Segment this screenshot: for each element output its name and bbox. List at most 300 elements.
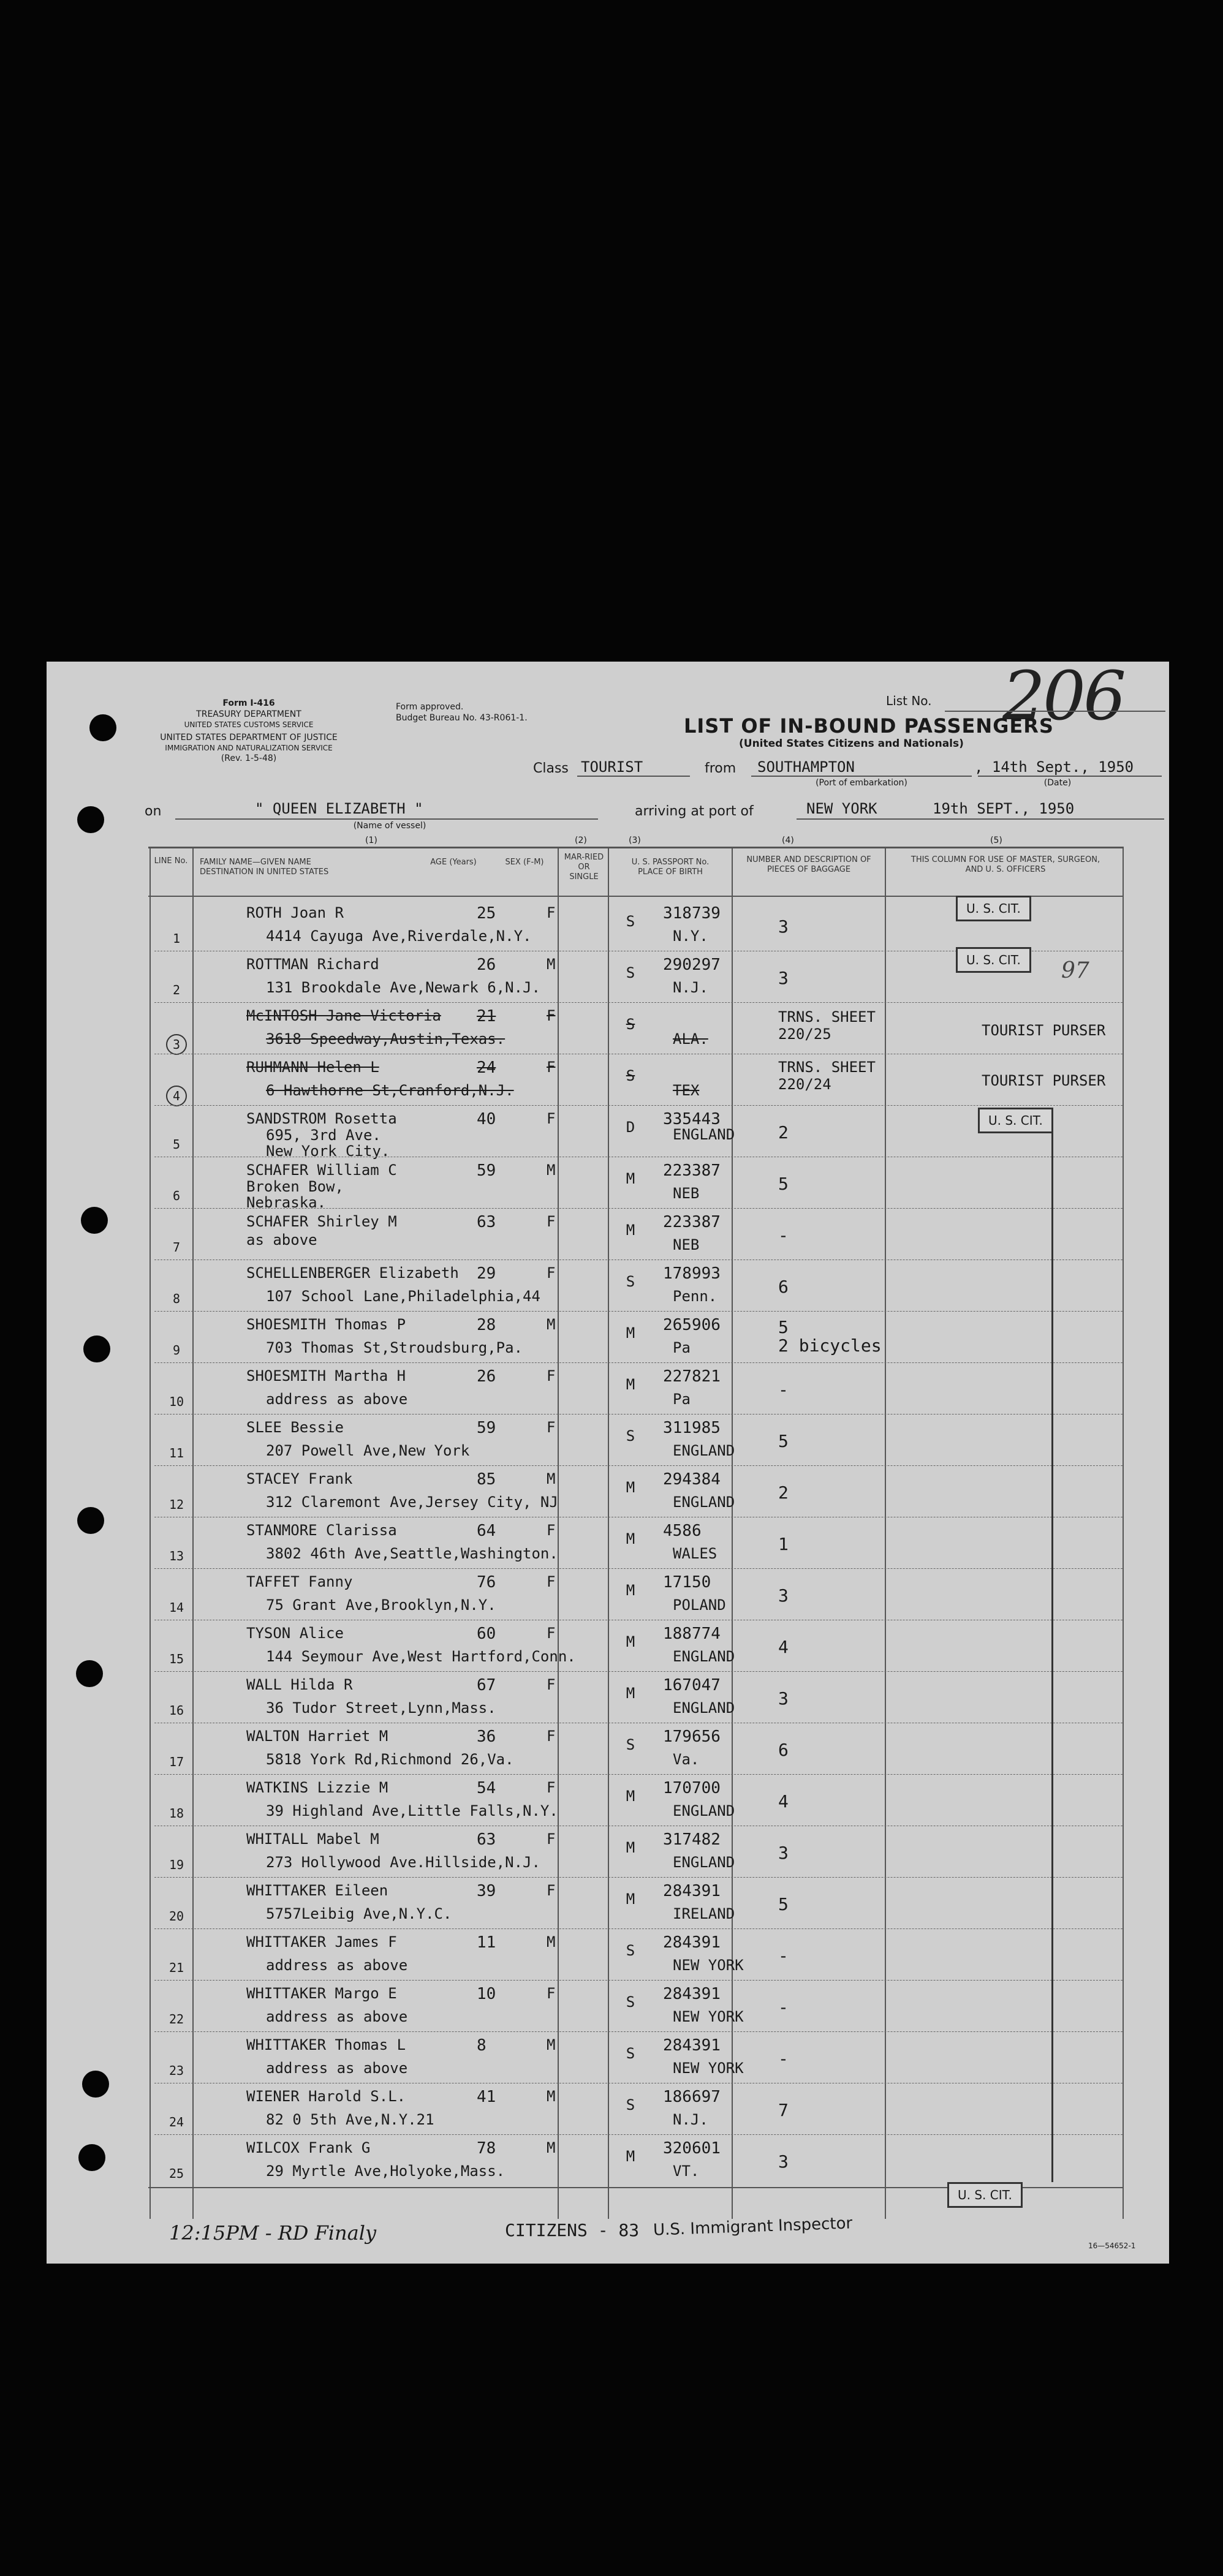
passenger-marital: S [626, 964, 635, 981]
passport-number: 320601 [663, 2139, 721, 2158]
passport-number: 265906 [663, 1316, 721, 1334]
passenger-name: TYSON Alice [246, 1625, 344, 1642]
table-row [154, 2033, 1123, 2083]
table-row [154, 2084, 1123, 2134]
line-number: 11 [168, 1446, 184, 1460]
passenger-address: 107 School Lane,Philadelphia,44 [266, 1288, 540, 1305]
baggage-count: - [778, 1380, 789, 1400]
passenger-name: STACEY Frank [246, 1470, 353, 1487]
line-number: 8 [172, 1291, 181, 1306]
passenger-name: SCHAFER Shirley M [246, 1213, 397, 1230]
punch-hole [78, 2144, 105, 2171]
birth-place: ENGLAND [673, 1648, 735, 1665]
passenger-address: 207 Powell Ave,New York [266, 1442, 470, 1459]
form-revision: (Rev. 1-5-48) [221, 754, 277, 763]
table-row [154, 1158, 1123, 1211]
passenger-address: 75 Grant Ave,Brooklyn,N.Y. [266, 1596, 496, 1614]
baggage-count: 3 [778, 1843, 789, 1863]
table-row [154, 1878, 1123, 1928]
baggage-count: 5 [778, 1431, 789, 1451]
manifest-sheet [47, 657, 1169, 2264]
passenger-sex: M [547, 1161, 556, 1179]
col-divider [150, 847, 151, 2219]
vessel-caption: (Name of vessel) [353, 821, 426, 831]
margin-number: 97 [1061, 958, 1089, 983]
table-row [154, 1672, 1123, 1723]
passenger-age: 59 [477, 1161, 496, 1180]
passenger-age: 10 [477, 1985, 496, 2003]
passenger-marital: M [626, 1530, 635, 1547]
passenger-name: WHITTAKER Thomas L [246, 2036, 406, 2053]
passport-number: 167047 [663, 1676, 721, 1694]
passenger-age: 63 [477, 1213, 496, 1231]
birth-place: ENGLAND [673, 1699, 735, 1717]
passport-number: 4586 [663, 1522, 702, 1540]
passenger-age: 60 [477, 1625, 496, 1643]
arrival-time-note: 12:15PM - RD Finaly [169, 2221, 377, 2245]
baggage-count: - [778, 1225, 789, 1245]
passenger-sex: F [547, 1830, 556, 1848]
us-citizen-stamp: U. S. CIT. [956, 947, 1031, 973]
baggage-count: 3 [778, 916, 789, 937]
passport-number: 284391 [663, 1985, 721, 2003]
passenger-address: 36 Tudor Street,Lynn,Mass. [266, 1699, 496, 1717]
baggage-count: 1 [778, 1534, 789, 1554]
line-number: 2 [172, 983, 181, 997]
birth-place: IRELAND [673, 1905, 735, 1922]
passenger-sex: M [547, 2139, 556, 2156]
print-code: 16—54652-1 [1088, 2242, 1136, 2250]
passenger-address: 131 Brookdale Ave,Newark 6,N.J. [266, 979, 540, 996]
passenger-address: 695, 3rd Ave. New York City. [266, 1127, 390, 1160]
passenger-sex: F [547, 1007, 556, 1024]
row-rule [154, 1671, 1123, 1672]
baggage-count: 6 [778, 1277, 789, 1297]
passenger-sex: F [547, 1213, 556, 1230]
col-header-married: MAR-RIED OR SINGLE [564, 853, 604, 882]
us-citizen-stamp: U. S. CIT. [978, 1108, 1053, 1133]
passenger-name: WHITTAKER Margo E [246, 1985, 397, 2002]
punch-hole [89, 714, 116, 741]
passenger-marital: S [626, 1993, 635, 2011]
passenger-sex: F [547, 1985, 556, 2002]
baggage-count: - [778, 2049, 789, 2069]
row-rule [154, 1465, 1123, 1466]
punch-hole [82, 2071, 109, 2098]
dept-treasury: TREASURY DEPARTMENT [196, 709, 301, 719]
birth-place: NEB [673, 1236, 700, 1253]
passport-number: 227821 [663, 1367, 721, 1386]
passenger-age: 59 [477, 1419, 496, 1437]
passenger-age: 64 [477, 1522, 496, 1540]
birth-place: NEB [673, 1185, 700, 1202]
arrival-date: 19th SEPT., 1950 [933, 800, 1075, 817]
passenger-address: address as above [266, 2060, 408, 2077]
passenger-sex: F [547, 1059, 556, 1076]
passenger-age: 29 [477, 1264, 496, 1283]
passenger-marital: M [626, 1582, 635, 1599]
passenger-sex: F [547, 1367, 556, 1384]
passenger-name: WATKINS Lizzie M [246, 1779, 388, 1796]
baggage-count: 3 [778, 1585, 789, 1606]
passenger-age: 63 [477, 1830, 496, 1849]
class-value: TOURIST [581, 758, 643, 776]
passenger-age: 85 [477, 1470, 496, 1489]
passenger-sex: M [547, 956, 556, 973]
passport-number: 223387 [663, 1161, 721, 1180]
row-rule [154, 1208, 1123, 1209]
passenger-sex: M [547, 1316, 556, 1333]
passenger-marital: S [626, 1067, 635, 1084]
passenger-marital: D [626, 1119, 635, 1136]
passenger-name: SANDSTROM Rosetta [246, 1110, 397, 1127]
passenger-marital: S [626, 2045, 635, 2062]
baggage-count: 3 [778, 1688, 789, 1709]
passenger-name: WALTON Harriet M [246, 1728, 388, 1745]
passenger-address: 6 Hawthorne St,Cranford,N.J. [266, 1082, 514, 1099]
table-row [154, 1209, 1123, 1260]
passenger-sex: F [547, 1728, 556, 1745]
birth-place: Penn. [673, 1288, 718, 1305]
passenger-address: 703 Thomas St,Stroudsburg,Pa. [266, 1339, 523, 1356]
col-header-officers: THIS COLUMN FOR USE OF MASTER, SURGEON, AND U. S. OFFICERS [911, 855, 1100, 874]
table-row [154, 1106, 1123, 1160]
arrival-rule [797, 818, 1164, 820]
birth-place: N.Y. [673, 927, 708, 945]
birth-place: ENGLAND [673, 1854, 735, 1871]
passenger-sex: F [547, 1676, 556, 1693]
birth-place: ALA. [673, 1030, 708, 1048]
passenger-name: WHITTAKER Eileen [246, 1882, 388, 1899]
vessel-name: " QUEEN ELIZABETH " [255, 800, 423, 817]
birth-place: ENGLAND [673, 1442, 735, 1459]
passenger-name: WHITTAKER James F [246, 1933, 397, 1951]
passenger-sex: F [547, 1110, 556, 1127]
col-header-name: FAMILY NAME—GIVEN NAME DESTINATION IN UNITED STATES [200, 858, 329, 877]
passenger-sex: M [547, 1470, 556, 1487]
table-row [154, 1981, 1123, 2031]
passenger-sex: F [547, 1264, 556, 1282]
col-num-5: (5) [990, 836, 1002, 845]
passenger-age: 40 [477, 1110, 496, 1128]
baggage-count: - [778, 1946, 789, 1966]
passenger-name: ROTH Joan R [246, 904, 344, 921]
row-rule [154, 1002, 1123, 1003]
from-rule [751, 776, 972, 777]
passenger-marital: M [626, 1324, 635, 1342]
birth-place: N.J. [673, 979, 708, 996]
inspector-stamp: U.S. Immigrant Inspector [653, 2214, 853, 2240]
passenger-name: WIENER Harold S.L. [246, 2088, 406, 2105]
baggage-count: 3 [778, 968, 789, 988]
passport-number: 317482 [663, 1830, 721, 1849]
table-row [154, 1261, 1123, 1311]
passenger-marital: M [626, 2148, 635, 2165]
line-number: 20 [168, 1909, 184, 1924]
row-rule [154, 2031, 1123, 2032]
date-caption: (Date) [1043, 778, 1072, 788]
passenger-address: 144 Seymour Ave,West Hartford,Conn. [266, 1648, 576, 1665]
col-num-4: (4) [782, 836, 794, 845]
col-header-passport: U. S. PASSPORT No. PLACE OF BIRTH [631, 858, 710, 877]
passport-number: 335443 [663, 1110, 721, 1128]
table-row [154, 1569, 1123, 1620]
passenger-address: 5757Leibig Ave,N.Y.C. [266, 1905, 452, 1922]
passenger-marital: M [626, 1376, 635, 1393]
baggage-count: 4 [778, 1791, 789, 1811]
passenger-name: WHITALL Mabel M [246, 1830, 379, 1848]
table-top-rule [148, 847, 1124, 848]
line-number: 14 [168, 1600, 184, 1615]
from-caption: (Port of embarkation) [816, 778, 907, 788]
arriving-label: arriving at port of [635, 804, 754, 819]
passport-number: 17150 [663, 1573, 711, 1592]
table-row [154, 1775, 1123, 1826]
date-rule [978, 776, 1162, 777]
passenger-sex: F [547, 1625, 556, 1642]
birth-place: N.J. [673, 2111, 708, 2128]
line-number: 7 [172, 1240, 181, 1255]
passenger-marital: S [626, 2096, 635, 2113]
line-number: 16 [168, 1703, 184, 1718]
passenger-address: 5818 York Rd,Richmond 26,Va. [266, 1751, 514, 1768]
us-citizen-stamp: U. S. CIT. [947, 2182, 1023, 2208]
table-row [154, 1467, 1123, 1517]
list-no-rule [945, 711, 1165, 712]
dept-justice: UNITED STATES DEPARTMENT OF JUSTICE [160, 733, 338, 742]
passenger-marital: S [626, 1016, 635, 1033]
passenger-name: TAFFET Fanny [246, 1573, 353, 1590]
passenger-name: SHOESMITH Martha H [246, 1367, 406, 1384]
birth-place: WALES [673, 1545, 718, 1562]
line-number: 22 [168, 2012, 184, 2026]
row-rule [154, 1980, 1123, 1981]
passenger-address: 39 Highland Ave,Little Falls,N.Y. [266, 1802, 558, 1819]
passport-number: 284391 [663, 1882, 721, 1900]
row-rule [154, 1362, 1123, 1363]
line-number-circled: 3 [166, 1034, 187, 1055]
passenger-name: WALL Hilda R [246, 1676, 353, 1693]
baggage-count: 4 [778, 1637, 789, 1657]
passenger-age: 54 [477, 1779, 496, 1797]
birth-place: NEW YORK [673, 2060, 744, 2077]
passenger-address: address as above [266, 1391, 408, 1408]
passenger-age: 11 [477, 1933, 496, 1952]
line-number [159, 1086, 194, 1106]
passenger-marital: S [626, 1736, 635, 1753]
passport-number: 311985 [663, 1419, 721, 1437]
passenger-marital: M [626, 1890, 635, 1908]
passenger-address: 273 Hollywood Ave.Hillside,N.J. [266, 1854, 540, 1871]
passport-number: 223387 [663, 1213, 721, 1231]
passenger-sex: F [547, 1779, 556, 1796]
passenger-sex: F [547, 1419, 556, 1436]
passport-number: 294384 [663, 1470, 721, 1489]
col-header-age: AGE (Years) [430, 858, 477, 867]
passenger-name: STANMORE Clarissa [246, 1522, 397, 1539]
col-num-3: (3) [629, 836, 641, 845]
passenger-address: 29 Myrtle Ave,Holyoke,Mass. [266, 2162, 505, 2180]
passport-number: 188774 [663, 1625, 721, 1643]
purser-note: TOURIST PURSER [982, 1022, 1106, 1039]
passenger-marital: M [626, 1222, 635, 1239]
page-title: LIST OF IN-BOUND PASSENGERS [684, 714, 1054, 738]
passenger-sex: F [547, 1882, 556, 1899]
passport-number: 170700 [663, 1779, 721, 1797]
passport-number: 284391 [663, 1933, 721, 1952]
passport-number: 284391 [663, 2036, 721, 2055]
passport-number: 179656 [663, 1728, 721, 1746]
line-number: 24 [168, 2115, 184, 2129]
passenger-address: 3618 Speedway,Austin,Texas. [266, 1030, 505, 1048]
passenger-name: McINTOSH Jane Victoria [246, 1007, 441, 1024]
passenger-age: 36 [477, 1728, 496, 1746]
punch-hole [83, 1335, 110, 1362]
passenger-address: address as above [266, 1957, 408, 1974]
line-number: 1 [172, 931, 181, 946]
passenger-age: 21 [477, 1007, 496, 1025]
baggage-count: 5 2 bicycles [778, 1317, 882, 1356]
budget-bureau: Budget Bureau No. 43-R061-1. [396, 713, 528, 723]
table-row [154, 1827, 1123, 1877]
baggage-count: 6 [778, 1740, 789, 1760]
from-label: from [705, 761, 736, 776]
passenger-age: 26 [477, 1367, 496, 1386]
passenger-address: as above [246, 1231, 317, 1248]
passenger-marital: M [626, 1685, 635, 1702]
line-number: 9 [172, 1343, 181, 1358]
passenger-marital: M [626, 1839, 635, 1856]
passenger-name: SCHELLENBERGER Elizabeth [246, 1264, 459, 1282]
birth-place: NEW YORK [673, 2008, 744, 2025]
page-subtitle: (United States Citizens and Nationals) [739, 738, 964, 750]
passenger-address: address as above [266, 2008, 408, 2025]
punch-hole [77, 806, 104, 833]
row-rule [154, 1877, 1123, 1878]
passport-number: 290297 [663, 956, 721, 974]
table-row [154, 1621, 1123, 1671]
passenger-marital: S [626, 913, 635, 930]
line-number: 21 [168, 1960, 184, 1975]
baggage-count: 5 [778, 1174, 789, 1194]
baggage-count: 5 [778, 1894, 789, 1914]
line-number: 15 [168, 1652, 184, 1666]
birth-place: NEW YORK [673, 1957, 744, 1974]
line-number: 5 [172, 1137, 181, 1152]
dept-immigration: IMMIGRATION AND NATURALIZATION SERVICE [165, 744, 333, 752]
row-rule [154, 1414, 1123, 1415]
table-row [154, 1415, 1123, 1465]
punch-hole [81, 1207, 108, 1234]
passenger-age: 67 [477, 1676, 496, 1694]
passenger-marital: S [626, 1273, 635, 1290]
col-num-1: (1) [365, 836, 377, 845]
birth-place: ENGLAND [673, 1126, 735, 1143]
passenger-name: SLEE Bessie [246, 1419, 344, 1436]
citizens-total: CITIZENS - 83 [505, 2220, 640, 2240]
col-num-2: (2) [575, 836, 587, 845]
col-header-line: LINE No. [154, 856, 188, 866]
line-number: 25 [168, 2166, 184, 2181]
baggage-count: - [778, 1997, 789, 2017]
passenger-age: 24 [477, 1059, 496, 1077]
passenger-sex: M [547, 2088, 556, 2105]
passenger-age: 8 [477, 2036, 487, 2055]
passenger-age: 25 [477, 904, 496, 923]
line-number: 10 [168, 1394, 184, 1409]
passenger-age: 28 [477, 1316, 496, 1334]
row-rule [154, 1568, 1123, 1569]
passenger-name: SCHAFER William C [246, 1161, 397, 1179]
table-row [154, 1724, 1123, 1774]
form-number: Form I-416 [222, 698, 275, 708]
form-approved: Form approved. [396, 702, 464, 712]
table-row [154, 1364, 1123, 1414]
row-rule [154, 1311, 1123, 1312]
passenger-sex: F [547, 904, 556, 921]
passenger-address: 4414 Cayuga Ave,Riverdale,N.Y. [266, 927, 532, 945]
passenger-name: SHOESMITH Thomas P [246, 1316, 406, 1333]
birth-place: VT. [673, 2162, 700, 2180]
passport-number: 186697 [663, 2088, 721, 2106]
passenger-sex: F [547, 1522, 556, 1539]
birth-place: Va. [673, 1751, 700, 1768]
col-header-baggage: NUMBER AND DESCRIPTION OF PIECES OF BAGGAGE [746, 855, 871, 874]
passenger-name: ROTTMAN Richard [246, 956, 379, 973]
passenger-sex: F [547, 1573, 556, 1590]
passenger-age: 26 [477, 956, 496, 974]
table-row [154, 1518, 1123, 1568]
purser-note: TOURIST PURSER [982, 1072, 1106, 1089]
row-rule [154, 1928, 1123, 1929]
passenger-marital: M [626, 1633, 635, 1650]
table-row [154, 1312, 1123, 1362]
row-rule [154, 2134, 1123, 2135]
baggage-count: 7 [778, 2100, 789, 2120]
passenger-marital: S [626, 1427, 635, 1445]
from-port: SOUTHAMPTON [757, 758, 855, 776]
punch-hole [77, 1507, 104, 1534]
on-label: on [145, 804, 162, 819]
punch-hole [76, 1660, 103, 1687]
from-date: , 14th Sept., 1950 [974, 758, 1134, 776]
passenger-sex: M [547, 1933, 556, 1951]
class-rule [577, 776, 690, 777]
col-header-sex: SEX (F-M) [505, 858, 544, 867]
transfer-sheet: TRNS. SHEET 220/25 [778, 1008, 876, 1043]
citizen-bracket-line [1051, 1133, 1053, 2182]
birth-place: TEX [673, 1082, 700, 1099]
passenger-name: RUHMANN Helen L [246, 1059, 379, 1076]
passport-number: 318739 [663, 904, 721, 923]
baggage-count: 2 [778, 1122, 789, 1143]
line-number [159, 1034, 194, 1055]
transfer-sheet: TRNS. SHEET 220/24 [778, 1059, 876, 1093]
arrival-port: NEW YORK [806, 800, 877, 817]
birth-place: Pa [673, 1391, 691, 1408]
col-divider [1123, 847, 1124, 2219]
passenger-marital: M [626, 1170, 635, 1187]
us-citizen-stamp: U. S. CIT. [956, 896, 1031, 921]
passport-number: 178993 [663, 1264, 721, 1283]
dept-customs: UNITED STATES CUSTOMS SERVICE [184, 720, 314, 729]
passenger-age: 76 [477, 1573, 496, 1592]
line-number: 13 [168, 1549, 184, 1563]
birth-place: ENGLAND [673, 1494, 735, 1511]
table-row [154, 2136, 1123, 2186]
line-number: 18 [168, 1806, 184, 1821]
class-label: Class [533, 761, 569, 776]
